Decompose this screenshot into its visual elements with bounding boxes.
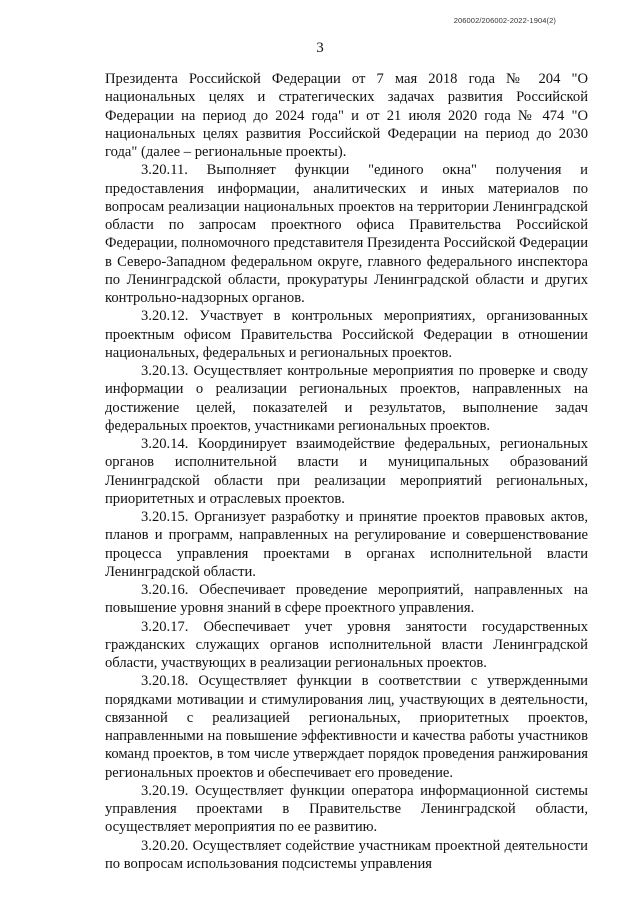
paragraph-3-20-11: 3.20.11. Выполняет функции "единого окна" получения и предоставления информации, аналитических и иных материалов по вопросам реализации национальных проектов на территории Ленинградской области по запросам проектного офиса Правительства Российской Федерации, полномочного представителя Президента Российской Федерации в Северо-Западном федеральном округе, главного федерального инспектора по Ленинградской области, прокуратуры Ленинградской области и других контрольно-надзорных органов.: [105, 162, 588, 306]
paragraph-3-20-17: 3.20.17. Обеспечивает учет уровня занятости государственных гражданских служащих органов исполнительной власти Ленинградской области, участвующих в реализации региональных проектов.: [105, 618, 588, 671]
paragraph-3-20-20: 3.20.20. Осуществляет содействие участникам проектной деятельности по вопросам использования подсистемы управления: [105, 837, 588, 872]
page-number: 3: [316, 40, 324, 56]
paragraph-3-20-15: 3.20.15. Организует разработку и принятие проектов правовых актов, планов и программ, направленных на регулирование и совершенствование процесса управления проектами в органах исполнительной власти Ленинградской области.: [105, 509, 588, 580]
document-body: [105, 70, 588, 873]
paragraph-3-20-14: 3.20.14. Координирует взаимодействие федеральных, региональных органов исполнительной власти и муниципальных образований Ленинградской области при реализации мероприятий региональных, приоритетных и отраслевых проектов.: [105, 436, 588, 507]
paragraph-continuation: Президента Российской Федерации от 7 мая 2018 года № 204 "О национальных целях и стратегических задачах развития Российской Федерации на период до 2024 года" и от 21 июля 2020 года № 474 "О национальных целях развития Российской Федерации на период до 2030 года" (далее – региональные проекты).: [105, 71, 588, 160]
paragraph-3-20-18: 3.20.18. Осуществляет функции в соответствии с утвержденными порядками мотивации и стимулирования лиц, участвующих в деятельности, связанной с реализацией региональных, приоритетных проектов, направленными на повышение эффективности и качества работы участников команд проектов, в том числе утверждает порядок проведения ранжирования региональных проектов и обеспечивает его проведение.: [105, 673, 588, 781]
paragraph-3-20-12: 3.20.12. Участвует в контрольных мероприятиях, организованных проектным офисом Правительства Российской Федерации в отношении национальных, федеральных и региональных проектов.: [105, 308, 588, 361]
document-registration-number: 206002/206002-2022-1904(2): [453, 16, 556, 25]
paragraph-3-20-13: 3.20.13. Осуществляет контрольные мероприятия по проверке и своду информации о реализации региональных проектов, направленных на достижение целей, показателей и результатов, выполнение задач федеральных проектов, участниками региональных проектов.: [105, 363, 588, 434]
paragraph-3-20-16: 3.20.16. Обеспечивает проведение мероприятий, направленных на повышение уровня знаний в сфере проектного управления.: [105, 582, 588, 617]
paragraph-3-20-19: 3.20.19. Осуществляет функции оператора информационной системы управления проектами в Правительстве Ленинградской области, осуществляет мероприятия по ее развитию.: [105, 782, 588, 836]
